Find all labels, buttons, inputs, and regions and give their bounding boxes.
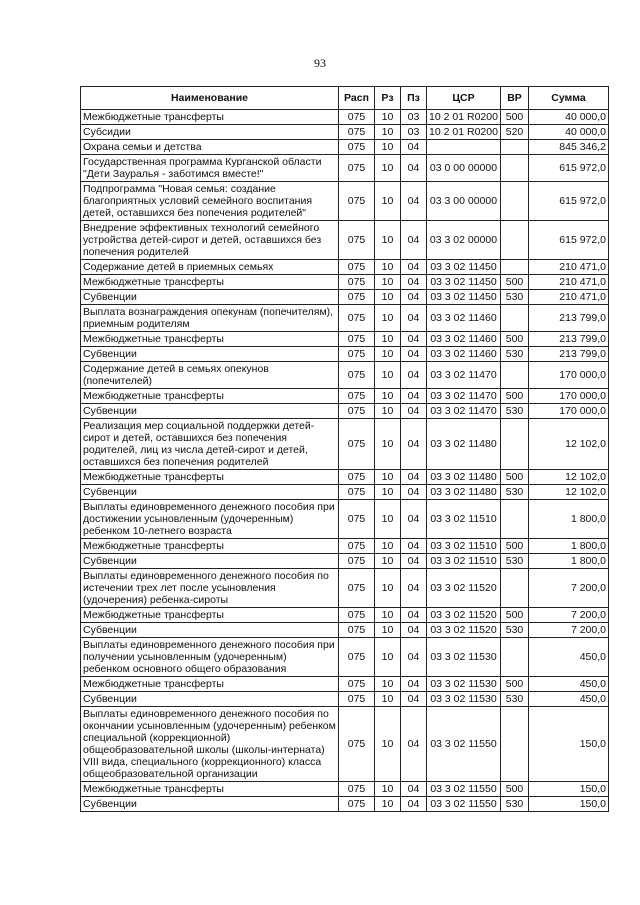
cell-rz: 10 — [375, 260, 401, 275]
cell-csr: 03 3 02 11510 — [427, 554, 501, 569]
cell-pz: 04 — [401, 677, 427, 692]
cell-csr: 03 3 02 11470 — [427, 362, 501, 389]
cell-csr: 03 3 02 11470 — [427, 404, 501, 419]
table-row — [81, 125, 609, 140]
cell-sum: 7 200,0 — [529, 623, 609, 638]
cell-rz: 10 — [375, 707, 401, 782]
cell-vr: 500 — [501, 539, 529, 554]
cell-pz: 04 — [401, 182, 427, 221]
cell-rasp: 075 — [339, 290, 375, 305]
table-row — [81, 569, 609, 608]
cell-csr: 03 3 02 11450 — [427, 290, 501, 305]
cell-csr: 03 3 02 11460 — [427, 305, 501, 332]
cell-sum: 12 102,0 — [529, 419, 609, 470]
table-row — [81, 782, 609, 797]
cell-sum: 150,0 — [529, 782, 609, 797]
cell-csr: 03 3 02 00000 — [427, 221, 501, 260]
cell-name: Субвенции — [81, 797, 339, 812]
cell-rz: 10 — [375, 182, 401, 221]
cell-sum: 7 200,0 — [529, 569, 609, 608]
table-row — [81, 182, 609, 221]
cell-vr: 530 — [501, 347, 529, 362]
cell-vr: 500 — [501, 608, 529, 623]
cell-name: Подпрограмма "Новая семья: создание благоприятных условий семейного воспитания детей, оставшихся без попечения родителей" — [81, 182, 339, 221]
cell-name: Реализация мер социальной поддержки детей-сирот и детей, оставшихся без попечения родителей, лиц из числа детей-сирот и детей, оставшихся без попечения родителей — [81, 419, 339, 470]
cell-name: Выплаты единовременного денежного пособия по окончании усыновленным (удочеренным) ребенком специальной (коррекционной) общеобразовательной школы (школы-интерната) VIII вида, специального (коррекционного) класса общеобразовательной организации — [81, 707, 339, 782]
table-row — [81, 608, 609, 623]
cell-csr: 03 3 02 11520 — [427, 569, 501, 608]
cell-name: Выплаты единовременного денежного пособия по истечении трех лет после усыновления (удочерения) ребенка-сироты — [81, 569, 339, 608]
cell-pz: 04 — [401, 470, 427, 485]
cell-sum: 12 102,0 — [529, 485, 609, 500]
cell-rasp: 075 — [339, 260, 375, 275]
cell-name: Межбюджетные трансферты — [81, 782, 339, 797]
cell-rasp: 075 — [339, 608, 375, 623]
table-row — [81, 140, 609, 155]
cell-sum: 170 000,0 — [529, 362, 609, 389]
cell-csr: 03 3 02 11450 — [427, 275, 501, 290]
cell-csr: 03 3 02 11530 — [427, 638, 501, 677]
table-row — [81, 623, 609, 638]
cell-name: Субсидии — [81, 125, 339, 140]
cell-rz: 10 — [375, 110, 401, 125]
cell-name: Межбюджетные трансферты — [81, 608, 339, 623]
cell-vr: 500 — [501, 389, 529, 404]
cell-rasp: 075 — [339, 782, 375, 797]
cell-sum: 845 346,2 — [529, 140, 609, 155]
cell-rz: 10 — [375, 797, 401, 812]
cell-csr: 03 3 02 11530 — [427, 677, 501, 692]
cell-pz: 04 — [401, 638, 427, 677]
cell-vr — [501, 260, 529, 275]
cell-name: Субвенции — [81, 692, 339, 707]
table-row — [81, 677, 609, 692]
cell-rz: 10 — [375, 290, 401, 305]
cell-sum: 615 972,0 — [529, 155, 609, 182]
cell-csr: 10 2 01 R0200 — [427, 110, 501, 125]
cell-csr: 03 3 02 11480 — [427, 419, 501, 470]
cell-pz: 04 — [401, 140, 427, 155]
cell-name: Выплаты единовременного денежного пособия при достижении усыновленным (удочеренным) ребенком 10-летнего возраста — [81, 500, 339, 539]
cell-sum: 450,0 — [529, 638, 609, 677]
cell-vr — [501, 155, 529, 182]
cell-pz: 04 — [401, 260, 427, 275]
table-row — [81, 155, 609, 182]
table-row — [81, 470, 609, 485]
cell-vr — [501, 182, 529, 221]
cell-pz: 04 — [401, 623, 427, 638]
cell-rasp: 075 — [339, 221, 375, 260]
cell-vr: 520 — [501, 125, 529, 140]
cell-rasp: 075 — [339, 332, 375, 347]
cell-name: Субвенции — [81, 347, 339, 362]
cell-csr: 03 3 02 11480 — [427, 470, 501, 485]
cell-rz: 10 — [375, 677, 401, 692]
cell-rasp: 075 — [339, 404, 375, 419]
cell-csr: 03 0 00 00000 — [427, 155, 501, 182]
cell-csr: 03 3 02 11550 — [427, 797, 501, 812]
cell-rasp: 075 — [339, 125, 375, 140]
table-row — [81, 500, 609, 539]
cell-vr — [501, 569, 529, 608]
cell-rz: 10 — [375, 221, 401, 260]
cell-vr — [501, 221, 529, 260]
cell-pz: 04 — [401, 389, 427, 404]
cell-pz: 04 — [401, 608, 427, 623]
cell-sum: 7 200,0 — [529, 608, 609, 623]
cell-rz: 10 — [375, 692, 401, 707]
cell-pz: 04 — [401, 404, 427, 419]
cell-rz: 10 — [375, 125, 401, 140]
cell-name: Выплата вознаграждения опекунам (попечителям), приемным родителям — [81, 305, 339, 332]
cell-pz: 04 — [401, 485, 427, 500]
cell-vr: 530 — [501, 404, 529, 419]
cell-vr: 500 — [501, 782, 529, 797]
cell-rz: 10 — [375, 389, 401, 404]
cell-sum: 40 000,0 — [529, 125, 609, 140]
cell-rasp: 075 — [339, 485, 375, 500]
cell-sum: 213 799,0 — [529, 332, 609, 347]
header-rz: Рз — [375, 87, 401, 110]
cell-csr: 03 3 02 11530 — [427, 692, 501, 707]
cell-sum: 615 972,0 — [529, 182, 609, 221]
cell-pz: 04 — [401, 290, 427, 305]
cell-csr: 03 3 02 11460 — [427, 332, 501, 347]
table-row — [81, 362, 609, 389]
cell-sum: 210 471,0 — [529, 275, 609, 290]
cell-name: Субвенции — [81, 623, 339, 638]
cell-vr: 500 — [501, 470, 529, 485]
cell-rz: 10 — [375, 155, 401, 182]
cell-name: Межбюджетные трансферты — [81, 470, 339, 485]
cell-sum: 210 471,0 — [529, 260, 609, 275]
cell-name: Межбюджетные трансферты — [81, 332, 339, 347]
cell-rasp: 075 — [339, 110, 375, 125]
cell-pz: 04 — [401, 332, 427, 347]
cell-pz: 04 — [401, 569, 427, 608]
cell-vr: 500 — [501, 275, 529, 290]
cell-sum: 170 000,0 — [529, 389, 609, 404]
cell-vr — [501, 305, 529, 332]
header-rasp: Расп — [339, 87, 375, 110]
table-row — [81, 692, 609, 707]
cell-rz: 10 — [375, 404, 401, 419]
cell-name: Межбюджетные трансферты — [81, 110, 339, 125]
cell-pz: 04 — [401, 221, 427, 260]
table-row — [81, 347, 609, 362]
cell-csr: 10 2 01 R0200 — [427, 125, 501, 140]
cell-name: Выплаты единовременного денежного пособия при получении усыновленным (удочеренным) ребенком основного общего образования — [81, 638, 339, 677]
page-number: 93 — [314, 56, 326, 70]
table-row — [81, 275, 609, 290]
cell-rz: 10 — [375, 638, 401, 677]
cell-pz: 04 — [401, 155, 427, 182]
cell-vr — [501, 140, 529, 155]
cell-rasp: 075 — [339, 797, 375, 812]
table-row — [81, 797, 609, 812]
cell-name: Охрана семьи и детства — [81, 140, 339, 155]
cell-name: Субвенции — [81, 554, 339, 569]
cell-vr: 500 — [501, 332, 529, 347]
cell-rz: 10 — [375, 332, 401, 347]
cell-csr — [427, 140, 501, 155]
table-row — [81, 389, 609, 404]
cell-rasp: 075 — [339, 275, 375, 290]
cell-rasp: 075 — [339, 362, 375, 389]
cell-pz: 04 — [401, 500, 427, 539]
cell-csr: 03 3 02 11550 — [427, 707, 501, 782]
cell-rasp: 075 — [339, 569, 375, 608]
cell-rz: 10 — [375, 539, 401, 554]
cell-csr: 03 3 02 11520 — [427, 623, 501, 638]
cell-rasp: 075 — [339, 470, 375, 485]
cell-sum: 1 800,0 — [529, 500, 609, 539]
cell-rz: 10 — [375, 485, 401, 500]
cell-rasp: 075 — [339, 638, 375, 677]
cell-rasp: 075 — [339, 677, 375, 692]
cell-vr — [501, 362, 529, 389]
table-row — [81, 554, 609, 569]
cell-rz: 10 — [375, 500, 401, 539]
cell-pz: 04 — [401, 419, 427, 470]
cell-pz: 04 — [401, 347, 427, 362]
cell-pz: 04 — [401, 305, 427, 332]
table-row — [81, 332, 609, 347]
cell-rasp: 075 — [339, 707, 375, 782]
table-row — [81, 221, 609, 260]
cell-rasp: 075 — [339, 623, 375, 638]
cell-sum: 450,0 — [529, 692, 609, 707]
cell-pz: 04 — [401, 554, 427, 569]
cell-rasp: 075 — [339, 419, 375, 470]
cell-vr: 500 — [501, 677, 529, 692]
cell-pz: 04 — [401, 539, 427, 554]
cell-rasp: 075 — [339, 389, 375, 404]
cell-rasp: 075 — [339, 500, 375, 539]
cell-vr: 530 — [501, 554, 529, 569]
cell-rz: 10 — [375, 470, 401, 485]
cell-rasp: 075 — [339, 182, 375, 221]
cell-sum: 213 799,0 — [529, 347, 609, 362]
cell-pz: 04 — [401, 275, 427, 290]
cell-name: Субвенции — [81, 485, 339, 500]
cell-sum: 1 800,0 — [529, 539, 609, 554]
cell-csr: 03 3 02 11520 — [427, 608, 501, 623]
cell-name: Межбюджетные трансферты — [81, 275, 339, 290]
cell-rz: 10 — [375, 623, 401, 638]
cell-name: Субвенции — [81, 404, 339, 419]
cell-sum: 210 471,0 — [529, 290, 609, 305]
cell-name: Содержание детей в приемных семьях — [81, 260, 339, 275]
table-row — [81, 260, 609, 275]
cell-rz: 10 — [375, 275, 401, 290]
cell-name: Государственная программа Курганской области "Дети Зауралья - заботимся вместе!" — [81, 155, 339, 182]
cell-sum: 450,0 — [529, 677, 609, 692]
table-row — [81, 419, 609, 470]
cell-rz: 10 — [375, 362, 401, 389]
cell-pz: 03 — [401, 110, 427, 125]
cell-rasp: 075 — [339, 554, 375, 569]
cell-csr: 03 3 02 11510 — [427, 539, 501, 554]
cell-rz: 10 — [375, 608, 401, 623]
cell-sum: 12 102,0 — [529, 470, 609, 485]
cell-vr: 530 — [501, 797, 529, 812]
cell-csr: 03 3 02 11460 — [427, 347, 501, 362]
cell-rz: 10 — [375, 347, 401, 362]
header-csr: ЦСР — [427, 87, 501, 110]
cell-rasp: 075 — [339, 539, 375, 554]
cell-name: Субвенции — [81, 290, 339, 305]
cell-pz: 04 — [401, 362, 427, 389]
header-vr: ВР — [501, 87, 529, 110]
cell-rz: 10 — [375, 569, 401, 608]
cell-vr — [501, 419, 529, 470]
cell-vr: 530 — [501, 692, 529, 707]
cell-vr: 530 — [501, 623, 529, 638]
cell-name: Внедрение эффективных технологий семейного устройства детей-сирот и детей, оставшихся без попечения родителей — [81, 221, 339, 260]
header-name: Наименование — [81, 87, 339, 110]
cell-pz: 04 — [401, 707, 427, 782]
cell-rz: 10 — [375, 554, 401, 569]
cell-vr: 500 — [501, 110, 529, 125]
cell-sum: 1 800,0 — [529, 554, 609, 569]
cell-csr: 03 3 02 11470 — [427, 389, 501, 404]
cell-rasp: 075 — [339, 305, 375, 332]
cell-pz: 03 — [401, 125, 427, 140]
cell-name: Межбюджетные трансферты — [81, 539, 339, 554]
cell-name: Межбюджетные трансферты — [81, 389, 339, 404]
table-row — [81, 485, 609, 500]
cell-sum: 170 000,0 — [529, 404, 609, 419]
cell-csr: 03 3 02 11550 — [427, 782, 501, 797]
cell-rasp: 075 — [339, 347, 375, 362]
cell-pz: 04 — [401, 797, 427, 812]
cell-csr: 03 3 00 00000 — [427, 182, 501, 221]
cell-name: Содержание детей в семьях опекунов (попечителей) — [81, 362, 339, 389]
cell-vr — [501, 707, 529, 782]
cell-sum: 213 799,0 — [529, 305, 609, 332]
cell-rz: 10 — [375, 419, 401, 470]
cell-sum: 150,0 — [529, 707, 609, 782]
header-pz: Пз — [401, 87, 427, 110]
cell-pz: 04 — [401, 782, 427, 797]
cell-rz: 10 — [375, 140, 401, 155]
cell-vr: 530 — [501, 485, 529, 500]
cell-name: Межбюджетные трансферты — [81, 677, 339, 692]
header-sum: Сумма — [529, 87, 609, 110]
table-row — [81, 707, 609, 782]
cell-csr: 03 3 02 11510 — [427, 500, 501, 539]
cell-csr: 03 3 02 11480 — [427, 485, 501, 500]
table-header-row — [81, 87, 609, 110]
table-row — [81, 638, 609, 677]
table-row — [81, 290, 609, 305]
cell-vr — [501, 500, 529, 539]
budget-table — [80, 86, 609, 812]
cell-sum: 615 972,0 — [529, 221, 609, 260]
table-row — [81, 404, 609, 419]
table-row — [81, 110, 609, 125]
cell-pz: 04 — [401, 692, 427, 707]
cell-csr: 03 3 02 11450 — [427, 260, 501, 275]
table-row — [81, 539, 609, 554]
cell-sum: 150,0 — [529, 797, 609, 812]
cell-rasp: 075 — [339, 140, 375, 155]
cell-rasp: 075 — [339, 155, 375, 182]
table-row — [81, 305, 609, 332]
cell-rz: 10 — [375, 305, 401, 332]
cell-vr — [501, 638, 529, 677]
cell-rasp: 075 — [339, 692, 375, 707]
cell-vr: 530 — [501, 290, 529, 305]
cell-rz: 10 — [375, 782, 401, 797]
cell-sum: 40 000,0 — [529, 110, 609, 125]
